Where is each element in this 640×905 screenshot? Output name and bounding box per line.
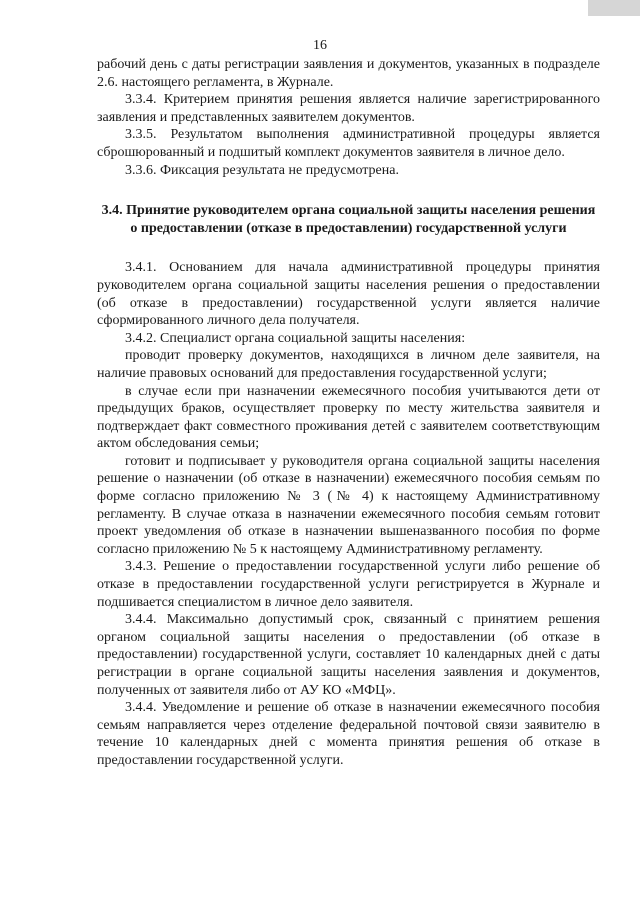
paragraph-children-check: в случае если при назначении ежемесячного пособия учитываются дети от предыдущих браков, осуществляет проверку по месту жительства заявителя и подтверждает факт совместного проживания детей с заявителем соответствующим актом обследования семьи; [97, 383, 600, 452]
paragraph-continuation: рабочий день с даты регистрации заявления и документов, указанных в подразделе 2.6. настоящего регламента, в Журнале. [97, 57, 600, 90]
paragraphs-after [97, 259, 600, 769]
paragraph-3-3-4: 3.3.4. Критерием принятия решения является наличие зарегистрированного заявления и представленных заявителем документов. [97, 92, 600, 125]
paragraph-3-4-4-notice: 3.4.4. Уведомление и решение об отказе в назначении ежемесячного пособия семьям направляется через отделение федеральной почтовой связи заявителю в течение 10 календарных дней с момента принятия решения об отказе в предоставлении государственной услуги. [97, 700, 600, 768]
paragraph-3-3-5: 3.3.5. Результатом выполнения административной процедуры является сброшюрованный и подшитый комплект документов заявителя в личное дело. [97, 127, 600, 160]
paragraph-3-4-2: 3.4.2. Специалист органа социальной защиты населения: [125, 330, 466, 346]
section-heading: 3.4. Принятие руководителем органа социальной защиты населения решения о предоставлении (отказе в предоставлении) государственной услуги [101, 203, 596, 236]
paragraph-3-4-1: 3.4.1. Основанием для начала административной процедуры принятия руководителем органа социальной защиты населения решения о предоставлении (об отказе в предоставлении) государственной услуги является наличие сформированного личного дела получателя. [97, 260, 600, 329]
paragraph-3-3-6: 3.3.6. Фиксация результата не предусмотрена. [125, 162, 399, 178]
paragraphs-before [97, 56, 600, 179]
page-number: 16 [313, 38, 327, 53]
paragraph-3-4-3: 3.4.3. Решение о предоставлении государственной услуги либо решение об отказе в предоставлении государственной услуги регистрируется в Журнале и подшивается специалистом в личное дело заявителя. [97, 559, 600, 610]
paragraph-3-4-4-term: 3.4.4. Максимально допустимый срок, связанный с принятием решения органом социальной защиты населения о предоставлении (об отказе в предоставлении) государственной услуги, составляет 10 календарных дней с даты регистрации в органе социальной защиты населения заявления и документов, полученных от заявителя либо от АУ КО «МФЦ». [97, 612, 600, 698]
paragraph-check-documents: проводит проверку документов, находящихся в личном деле заявителя, на наличие правовых оснований для предоставления государственной услуги; [97, 348, 600, 381]
document-body [97, 56, 600, 770]
scan-corner-mark [588, 0, 640, 16]
paragraph-prepare-decision: готовит и подписывает у руководителя органа социальной защиты населения решение о назначении (об отказе в назначении) ежемесячного пособия семьям по форме согласно приложению № 3 (№ 4) к настоящему Административному регламенту. В случае отказа в назначении ежемесячного пособия семьям готовит проект уведомления об отказе в назначении вышеназванного пособия по форме согласно приложению № 5 к настоящему Административному регламенту. [97, 453, 600, 557]
